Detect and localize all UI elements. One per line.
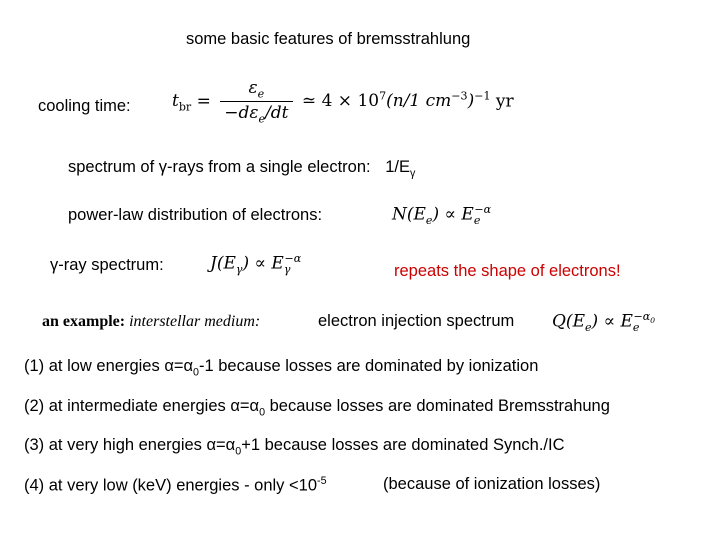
gamma-ray-formula: $J(E_\gamma) \propto E_\gamma^{-\alpha}$ [210, 252, 302, 277]
fraction-denominator: $-d\varepsilon_e/dt$ [224, 103, 289, 126]
gamma-ray-spectrum-label: γ-ray spectrum: [50, 256, 164, 274]
cooling-time-label: cooling time: [38, 97, 131, 115]
powerlaw-formula: $N(E_e) \propto E_e^{-\alpha}$ [392, 203, 492, 228]
example-label: an example: interstellar medium: [42, 313, 261, 330]
powerlaw-label: power-law distribution of electrons: [68, 206, 323, 224]
fraction-numerator: $\varepsilon_e$ [220, 78, 292, 102]
ionization-note: (because of ionization losses) [383, 475, 601, 493]
formula-approx: ≃ $4 \times 10^7$ [301, 89, 387, 112]
item-very-low-energies: (4) at very low (keV) energies - only $<10^{-5}$ [24, 475, 327, 495]
formula-density: (n/1 $cm^{-3})^{-1}$ [386, 89, 491, 112]
formula-fraction [220, 78, 292, 126]
single-electron-spectrum: spectrum of γ-rays from a single electron: $1/E_\gamma$ [68, 158, 416, 180]
formula-unit: yr [495, 91, 514, 112]
repeats-shape-note: repeats the shape of electrons! [394, 262, 621, 280]
cooling-time-formula [172, 78, 514, 126]
formula-lhs: $t_{br}$ [172, 91, 192, 114]
spectrum-value: $1/E_\gamma$ [385, 158, 416, 180]
injection-spectrum-label: electron injection spectrum [318, 312, 515, 330]
item-intermediate-energies: (2) at intermediate energies $\alpha=\alpha_0$ because losses are dominated Bremsstrahung [24, 397, 610, 419]
item-low-energies: (1) at low energies $\alpha=\alpha_0-1$ because losses are dominated by ionization [24, 357, 539, 379]
formula-equals: = [196, 91, 211, 112]
slide-title: some basic features of bremsstrahlung [186, 30, 471, 48]
injection-formula: $Q(E_e) \propto E_e^{-\alpha_0}$ [552, 310, 656, 335]
item-high-energies: (3) at very high energies $\alpha=\alpha_0+1$ because losses are dominated Synch./IC [24, 436, 565, 458]
